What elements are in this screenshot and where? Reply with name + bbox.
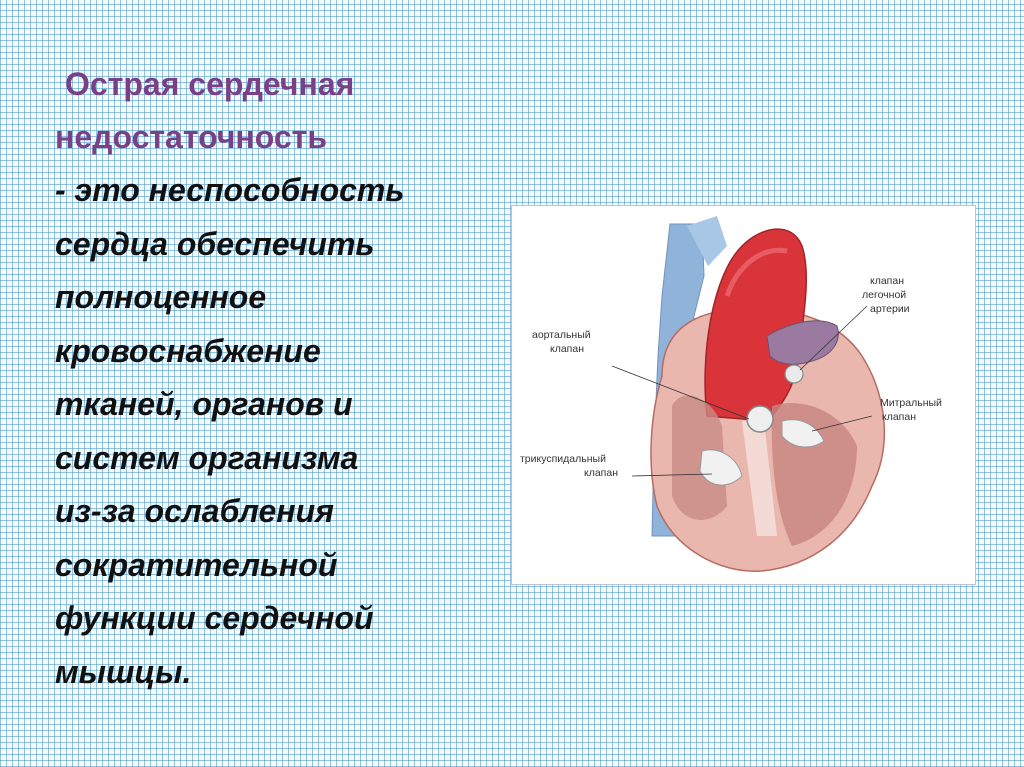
definition-line: из-за ослабления bbox=[55, 493, 334, 529]
heart-illustration bbox=[512, 206, 975, 584]
label-tricuspid-valve-2: клапан bbox=[584, 467, 619, 479]
label-aortic-valve-2: клапан bbox=[550, 343, 585, 355]
aortic-valve-shape bbox=[747, 406, 773, 432]
heart-diagram-figure bbox=[511, 205, 976, 585]
title-line: недостаточность bbox=[55, 119, 327, 155]
pulmonary-valve-shape bbox=[785, 365, 803, 383]
title-line: Острая сердечная bbox=[65, 66, 355, 102]
definition-line: мышцы. bbox=[55, 653, 192, 690]
label-tricuspid-valve-1: трикуспидальный bbox=[520, 453, 606, 465]
label-aortic-valve-1: аортальный bbox=[532, 329, 591, 341]
label-mitral-valve-1: Митральный bbox=[880, 397, 942, 409]
label-pulmonary-valve-2: легочной bbox=[862, 289, 907, 301]
definition-line: сократительной bbox=[55, 546, 338, 583]
slide-title bbox=[55, 58, 495, 164]
definition-text bbox=[55, 164, 495, 699]
definition-line: тканей, органов и bbox=[55, 386, 353, 422]
definition-line: кровоснабжение bbox=[55, 332, 321, 369]
definition-line: полноценное bbox=[55, 279, 267, 315]
label-mitral-valve-2: клапан bbox=[882, 411, 917, 423]
definition-line: сердца обеспечить bbox=[55, 225, 375, 262]
slide-text bbox=[55, 58, 495, 699]
definition-line: - это неспособность bbox=[55, 172, 405, 208]
label-pulmonary-valve-3: артерии bbox=[870, 303, 910, 315]
definition-line: функции сердечной bbox=[55, 600, 374, 636]
label-pulmonary-valve-1: клапан bbox=[870, 275, 905, 287]
definition-line: систем организма bbox=[55, 439, 359, 476]
